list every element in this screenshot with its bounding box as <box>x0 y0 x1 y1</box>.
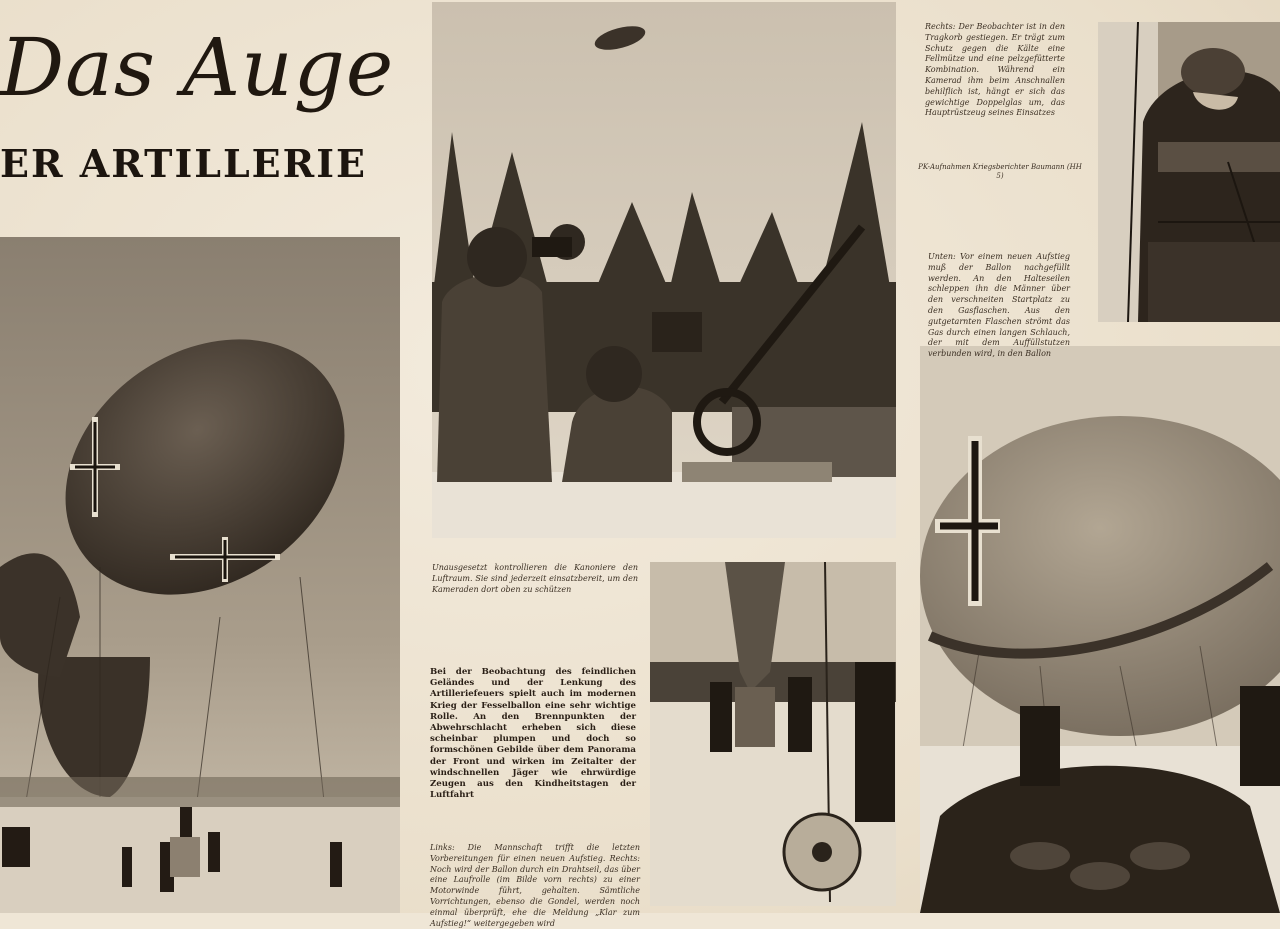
caption-flak: Unausgesetzt kontrollieren die Kanoniere den Luftraum. Sie sind jederzeit einsatzbereit, um den Kameraden dort oben zu schützen <box>432 563 638 594</box>
title-caps: ER ARTILLERIE <box>0 141 367 186</box>
article-body: Bei der Beobachtung des feindlichen Geländes und der Lenkung des Artilleriefeuers spielt auch im modernen Krieg der Fesselballon eine sehr wichtige Rolle. An den Brennpunkten der Abwehrschlacht erheben sich diese scheinbar plumpen und doch so formschönen Gebilde über dem Panorama der Front und wirken im Zeitalter der windschnellen Jäger wie ehrwürdige Zeugen aus den Kindheitstagen der Luftfahrt <box>430 667 636 801</box>
photo-balloon-filling <box>920 346 1280 913</box>
title-script: Das Auge <box>0 21 395 114</box>
photo-observer-basket <box>1098 22 1280 322</box>
photo-flak-crew <box>432 2 896 538</box>
photo-credit: PK-Aufnahmen Kriegsberichter Baumann (HH 5) <box>918 163 1082 180</box>
photo-balloon-left <box>0 237 400 913</box>
photo-winch-crew <box>650 562 896 906</box>
caption-filling: Unten: Vor einem neuen Aufstieg muß der Ballon nachgefüllt werden. An den Halteseilen schleppen ihn die Männer über den verschneiten Startplatz zu den Gasflaschen. Aus den gutgetarnten Flaschen strömt das Gas durch einen langen Schlauch, der mit dem Auffüllstutzen verbunden wird, in den Ballon <box>928 252 1070 359</box>
caption-preparation: Links: Die Mannschaft trifft die letzten Vorbereitungen für einen neuen Aufstieg. Rechts: Noch wird der Ballon durch ein Drahtseil, das über eine Laufrolle (im Bilde vorn rechts) zu einer Motorwinde führt, gehalten. Sämtliche Vorrichtungen, ebenso die Gondel, werden noch einmal überprüft, ehe die Meldung „Klar zum Aufstieg!“ weitergegeben wird <box>430 843 640 928</box>
caption-observer: Rechts: Der Beobachter ist in den Tragkorb gestiegen. Er trägt zum Schutz gegen die Kälte eine Fellmütze und eine pelzgefütterte Kombination. Während ein Kamerad ihm beim Anschnallen behilflich ist, hängt er sich das gewichtige Doppelglas um, das Hauptrüstzeug seines Einsatzes <box>925 22 1065 118</box>
